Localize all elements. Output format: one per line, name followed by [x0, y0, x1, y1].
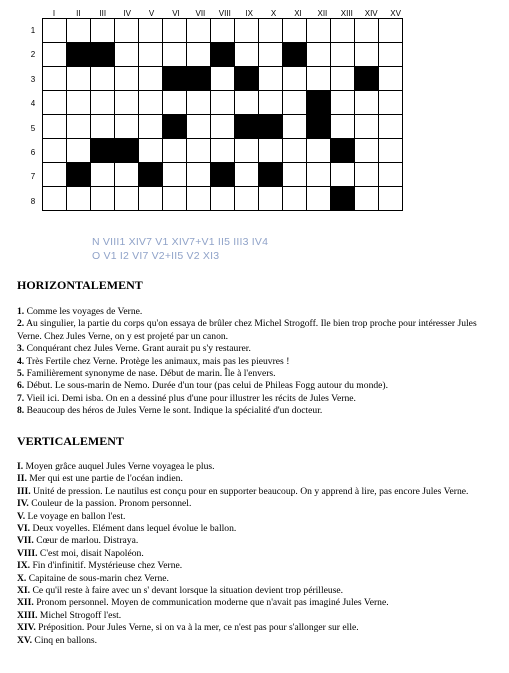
column-header: IX	[245, 9, 253, 18]
column-header: V	[148, 9, 155, 18]
row-header: 4	[30, 99, 36, 109]
grid-cell[interactable]	[67, 91, 91, 115]
column-header: XI	[294, 9, 302, 18]
clue-number: 3.	[17, 343, 25, 355]
grid-cell[interactable]	[43, 163, 67, 187]
clue-number: II.	[17, 473, 27, 485]
row-header: 1	[30, 26, 36, 35]
grid-cell[interactable]	[307, 139, 331, 163]
grid-cell[interactable]	[139, 91, 163, 115]
grid-cell[interactable]	[283, 187, 307, 211]
grid-cell[interactable]	[259, 91, 283, 115]
grid-cell[interactable]	[307, 67, 331, 91]
grid-cell-black	[307, 91, 331, 115]
grid-cell[interactable]	[139, 67, 163, 91]
grid-cell[interactable]	[235, 19, 259, 43]
grid-cell[interactable]	[115, 187, 139, 211]
grid-cell[interactable]	[235, 43, 259, 67]
grid-cell[interactable]	[379, 43, 403, 67]
grid-cell[interactable]	[379, 163, 403, 187]
clue-text: Vieil ici. Demi isba. On en a dessiné plus d'une pour illustrer les récits de Jules Verne.	[24, 392, 356, 404]
grid-cell[interactable]	[67, 67, 91, 91]
clue-text: Très Fertile chez Verne. Protège les animaux, mais pas les pieuvres !	[24, 355, 290, 367]
grid-cell-black	[235, 67, 259, 91]
clue-text: Deux voyelles. Elément dans lequel évolue le ballon.	[30, 523, 237, 535]
grid-row	[43, 19, 403, 43]
grid-row	[43, 67, 403, 91]
vertical-clues	[17, 461, 502, 647]
grid-cell[interactable]	[331, 163, 355, 187]
grid-cell[interactable]	[283, 115, 307, 139]
clue-item	[17, 635, 502, 647]
clue-text: Cinq en ballons.	[32, 634, 98, 646]
clue-item	[17, 560, 502, 572]
clue-item	[17, 511, 502, 523]
grid-cell[interactable]	[139, 139, 163, 163]
grid-cell[interactable]	[331, 19, 355, 43]
grid-cell[interactable]	[211, 19, 235, 43]
grid-cell-black	[187, 67, 211, 91]
grid-cell[interactable]	[43, 67, 67, 91]
row-header: 8	[30, 196, 36, 206]
column-header: VII	[195, 9, 206, 18]
row-header: 5	[30, 123, 36, 133]
clue-number: V.	[17, 510, 26, 522]
grid-cell-black	[139, 163, 163, 187]
grid-row	[43, 43, 403, 67]
grid-cell[interactable]	[331, 43, 355, 67]
grid-cell[interactable]	[187, 115, 211, 139]
clue-text: Couleur de la passion. Pronom personnel.	[28, 498, 192, 510]
grid-cell[interactable]	[211, 67, 235, 91]
clue-text: Ce qu'il reste à faire avec un s' devant lorsque la situation devient trop périlleuse.	[30, 585, 344, 597]
grid-row	[43, 187, 403, 211]
grid-cell[interactable]	[379, 67, 403, 91]
clue-item	[17, 380, 502, 392]
clue-number: 2.	[17, 318, 25, 330]
grid-cell[interactable]	[115, 43, 139, 67]
grid-cell[interactable]	[43, 43, 67, 67]
grid-row	[43, 163, 403, 187]
clue-item	[17, 356, 502, 368]
grid-cell[interactable]	[211, 91, 235, 115]
clue-number: XIII.	[17, 609, 38, 621]
grid-cell-black	[115, 139, 139, 163]
clue-number: 1.	[17, 306, 25, 317]
crossword-grid	[42, 18, 403, 211]
clue-number: 6.	[17, 380, 25, 392]
grid-cell[interactable]	[307, 187, 331, 211]
clue-text: Fin d'infinitif. Mystérieuse chez Verne.	[30, 560, 183, 572]
clue-text: Beaucoup des héros de Jules Verne le sont. Indique la spécialité d'un docteur.	[24, 405, 323, 417]
grid-cell-black	[91, 139, 115, 163]
grid-cell[interactable]	[283, 163, 307, 187]
clue-text: Unité de pression. Le nautilus est conçu pour en supporter beaucoup. On y apprend à lire, pas encore Jules Verne.	[30, 485, 469, 497]
grid-cell[interactable]	[91, 187, 115, 211]
row-header: 3	[30, 74, 36, 84]
grid-cell[interactable]	[67, 187, 91, 211]
grid-cell[interactable]	[355, 91, 379, 115]
grid-cell-black	[307, 115, 331, 139]
grid-cell[interactable]	[307, 163, 331, 187]
grid-row	[43, 139, 403, 163]
grid-cell[interactable]	[43, 115, 67, 139]
grid-cell[interactable]	[139, 115, 163, 139]
grid-cell[interactable]	[187, 187, 211, 211]
grid-cell[interactable]	[43, 19, 67, 43]
grid-cell[interactable]	[331, 91, 355, 115]
clue-text: Comme les voyages de Verne.	[24, 306, 143, 317]
grid-cell-black	[283, 43, 307, 67]
grid-cell[interactable]	[235, 91, 259, 115]
grid-cell[interactable]	[139, 19, 163, 43]
grid-cell-black	[235, 115, 259, 139]
grid-row	[43, 91, 403, 115]
clue-item	[17, 368, 502, 380]
clue-item	[17, 523, 502, 535]
clue-item	[17, 486, 502, 498]
column-header: II	[76, 9, 81, 18]
grid-cell[interactable]	[115, 19, 139, 43]
grid-cell[interactable]	[379, 19, 403, 43]
crossword-grid-area	[0, 0, 509, 222]
vertical-title: VERTICALEMENT	[17, 434, 124, 448]
clue-item	[17, 461, 502, 473]
grid-row	[43, 115, 403, 139]
code-line-2: O V1 I2 VI7 V2+II5 V2 XI3	[92, 250, 220, 262]
grid-cell[interactable]	[163, 43, 187, 67]
grid-cell-black	[91, 43, 115, 67]
grid-cell[interactable]	[91, 67, 115, 91]
grid-cell-black	[67, 43, 91, 67]
clue-number: 4.	[17, 355, 25, 367]
grid-cell[interactable]	[187, 139, 211, 163]
grid-cell[interactable]	[91, 19, 115, 43]
grid-cell[interactable]	[67, 115, 91, 139]
clue-number: I.	[17, 461, 24, 472]
clue-number: VII.	[17, 535, 34, 547]
grid-cell[interactable]	[163, 19, 187, 43]
clue-number: XIV.	[17, 622, 36, 634]
column-header: XII	[317, 9, 328, 18]
clue-number: XV.	[17, 634, 33, 646]
grid-cell[interactable]	[91, 91, 115, 115]
grid-cell[interactable]	[307, 43, 331, 67]
column-header: XIV	[364, 9, 378, 18]
grid-cell[interactable]	[67, 19, 91, 43]
clue-number: III.	[17, 485, 31, 497]
clue-text: Mer qui est une partie de l'océan indien.	[26, 473, 183, 485]
clue-text: Conquérant chez Jules Verne. Grant aurait pu s'y restaurer.	[24, 343, 251, 355]
grid-cell[interactable]	[283, 19, 307, 43]
grid-cell[interactable]	[355, 187, 379, 211]
grid-cell-black	[355, 67, 379, 91]
clue-number: VI.	[17, 523, 31, 535]
grid-cell[interactable]	[259, 187, 283, 211]
clue-item	[17, 622, 502, 634]
grid-cell[interactable]	[163, 91, 187, 115]
grid-cell[interactable]	[115, 91, 139, 115]
grid-cell[interactable]	[259, 19, 283, 43]
grid-cell[interactable]	[259, 139, 283, 163]
grid-cell[interactable]	[139, 187, 163, 211]
grid-cell[interactable]	[211, 139, 235, 163]
grid-cell[interactable]	[163, 163, 187, 187]
clue-item	[17, 498, 502, 510]
grid-cell[interactable]	[235, 139, 259, 163]
clue-item	[17, 585, 502, 597]
grid-cell[interactable]	[187, 43, 211, 67]
grid-cell-black	[259, 163, 283, 187]
grid-cell[interactable]	[235, 163, 259, 187]
grid-cell[interactable]	[259, 43, 283, 67]
clue-item	[17, 393, 502, 405]
clue-number: 8.	[17, 405, 25, 417]
grid-cell-black	[211, 43, 235, 67]
grid-cell[interactable]	[139, 43, 163, 67]
grid-cell[interactable]	[115, 67, 139, 91]
grid-cell[interactable]	[355, 139, 379, 163]
clue-item	[17, 535, 502, 547]
grid-cell[interactable]	[283, 139, 307, 163]
clue-text: Le voyage en ballon l'est.	[25, 510, 126, 522]
clue-text: Cœur de marlou. Distraya.	[33, 535, 139, 547]
row-header: 2	[30, 50, 36, 60]
clue-text: Préposition. Pour Jules Verne, si on va à la mer, ce n'est pas pour s'allonger sur elle.	[35, 622, 359, 634]
grid-cell[interactable]	[355, 115, 379, 139]
grid-cell-black	[67, 163, 91, 187]
grid-cell[interactable]	[187, 163, 211, 187]
grid-cell[interactable]	[259, 67, 283, 91]
clue-number: VIII.	[17, 547, 38, 559]
clue-item	[17, 405, 502, 417]
grid-cell-black	[163, 67, 187, 91]
grid-cell[interactable]	[379, 139, 403, 163]
horizontal-clues	[17, 306, 502, 418]
column-header: X	[270, 9, 277, 18]
clue-text: Au singulier, la partie du corps qu'on essaya de brûler chez Michel Strogoff. Ile bien trop proche pour intéresser Jules Verne. Chez Jules Verne, on y est projeté par un canon.	[17, 318, 477, 342]
grid-cell[interactable]	[43, 187, 67, 211]
clue-item	[17, 573, 502, 585]
column-header: III	[99, 9, 107, 18]
grid-cell-black	[211, 163, 235, 187]
clue-number: IX.	[17, 560, 31, 572]
grid-cell-black	[259, 115, 283, 139]
grid-cell[interactable]	[379, 187, 403, 211]
grid-cell[interactable]	[355, 19, 379, 43]
grid-cell[interactable]	[355, 163, 379, 187]
clue-item	[17, 318, 502, 343]
clue-item	[17, 306, 502, 318]
grid-cell[interactable]	[331, 115, 355, 139]
horizontal-title: HORIZONTALEMENT	[17, 278, 143, 292]
grid-cell[interactable]	[91, 115, 115, 139]
clue-text: Pronom personnel. Moyen de communication moderne que n'avait pas imaginé Jules Verne.	[33, 597, 389, 609]
grid-cell[interactable]	[283, 91, 307, 115]
grid-cell-black	[331, 187, 355, 211]
clue-number: 5.	[17, 368, 25, 380]
clue-text: Familièrement synonyme de nase. Début de marin. Île à l'envers.	[24, 368, 276, 380]
clue-text: Capitaine de sous-marin chez Verne.	[26, 572, 169, 584]
grid-cell[interactable]	[115, 163, 139, 187]
clue-number: IV.	[17, 498, 29, 510]
column-header: XIII	[340, 9, 353, 18]
clue-number: 7.	[17, 392, 25, 404]
clue-number: XI.	[17, 585, 31, 597]
row-header: 7	[30, 172, 36, 182]
grid-cell-black	[163, 115, 187, 139]
clue-number: X.	[17, 572, 27, 584]
clue-item	[17, 473, 502, 485]
grid-cell[interactable]	[307, 19, 331, 43]
grid-cell[interactable]	[235, 187, 259, 211]
clue-text: Moyen grâce auquel Jules Verne voyagea le plus.	[23, 461, 215, 472]
grid-cell[interactable]	[379, 115, 403, 139]
clue-text: Michel Strogoff l'est.	[37, 609, 122, 621]
grid-cell[interactable]	[115, 115, 139, 139]
grid-cell[interactable]	[211, 115, 235, 139]
clue-item	[17, 610, 502, 622]
code-line-1: N VIII1 XIV7 V1 XIV7+V1 II5 III3 IV4	[92, 236, 269, 248]
row-header: 6	[30, 148, 36, 157]
clue-item	[17, 343, 502, 355]
grid-cell[interactable]	[187, 91, 211, 115]
grid-cell-black	[331, 139, 355, 163]
clue-item	[17, 597, 502, 609]
clue-number: XII.	[17, 597, 34, 609]
column-header: IV	[123, 9, 131, 18]
grid-cell[interactable]	[211, 187, 235, 211]
grid-cell[interactable]	[43, 139, 67, 163]
column-header: VIII	[218, 9, 231, 18]
grid-cell[interactable]	[163, 139, 187, 163]
grid-cell[interactable]	[187, 19, 211, 43]
grid-cell[interactable]	[355, 43, 379, 67]
column-header: I	[52, 9, 56, 18]
grid-cell[interactable]	[379, 91, 403, 115]
clue-text: Début. Le sous-marin de Nemo. Durée d'un tour (pas celui de Phileas Fogg autour du monde).	[24, 380, 389, 392]
column-header: XV	[390, 9, 401, 18]
column-header: VI	[172, 9, 180, 18]
grid-cell[interactable]	[331, 67, 355, 91]
grid-cell[interactable]	[43, 91, 67, 115]
clue-item	[17, 548, 502, 560]
grid-cell[interactable]	[283, 67, 307, 91]
clue-text: C'est moi, disait Napoléon.	[37, 547, 144, 559]
grid-cell[interactable]	[67, 139, 91, 163]
grid-cell[interactable]	[91, 163, 115, 187]
grid-cell[interactable]	[163, 187, 187, 211]
